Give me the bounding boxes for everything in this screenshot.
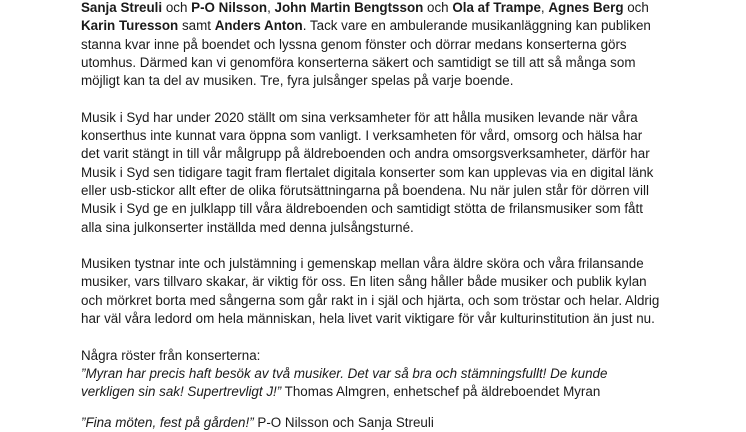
- musicians-paragraph: Sanja Streuli och P-O Nilsson, John Martin Bengtsson och Ola af Trampe, Agnes Berg och Karin Turesson samt Anders Anton. Tack vare en ambulerande musikanläggning kan publiken stanna kvar inne på boendet och lyssna genom fönster och dörrar medans konserterna görs utomhus. Därmed kan vi genomföra konserterna säkert och samtidigt se till att så många som möjligt kan ta del av musiken. Tre, fyra julsånger spelas på varje boende.: [81, 0, 651, 89]
- musician-name: John Martin Bengtsson: [274, 0, 424, 15]
- voices-heading: Några röster från konserterna:: [81, 347, 261, 363]
- document-page: [81, 0, 661, 432]
- musician-name: Ola af Trampe: [452, 0, 541, 15]
- voices-section: [81, 347, 661, 432]
- quote-attribution: Thomas Almgren, enhetschef på äldreboendet Myran: [281, 384, 601, 400]
- musik-i-syd-paragraph: Musik i Syd har under 2020 ställt om sina verksamheter för att hålla musiken levande när våra konserthus inte kunnat vara öppna som vanligt. I verksamheten för vård, omsorg och hälsa har det varit stängt in till vår målgrupp på äldreboenden och andra omsorgsverksamheter, därför har Musik i Syd sen tidigare tagit fram flertalet digitala konserter som kan upplevas via en digital länk eller usb-stickor allt efter de olika förutsättningarna på boendena. Nu när julen står för dörren vill Musik i Syd ge en julklapp till våra äldreboenden och samtidigt stötta de frilansmusiker som fått alla sina julkonserter inställda med denna julsångsturné.: [81, 109, 654, 235]
- musician-name: P-O Nilsson: [191, 0, 268, 15]
- musician-name: Anders Anton: [214, 18, 303, 34]
- quote-text: ”Fina möten, fest på gården!”: [81, 414, 254, 430]
- musician-name: Karin Turesson: [81, 18, 179, 34]
- quote-text: ”Myran har precis haft besök av två musiker. Det var så bra och stämningsfullt! De kunde verkligen sin sak! Supertrevligt J!”: [81, 365, 608, 400]
- quote-attribution: P-O Nilsson och Sanja Streuli: [253, 414, 434, 430]
- julstamning-paragraph: Musiken tystnar inte och julstämning i gemenskap mellan våra äldre sköra och våra frilansande musiker, vars tillvaro skakar, är viktig för oss. En liten sång håller både musiker och publik kylan och mörkret borta med sångerna som går rakt in i själ och hjärta, och som tröstar och helar. Aldrig har väl våra ledord om hela människan, hela livet varit viktigare för vår kulturinstitution än just nu.: [81, 256, 660, 327]
- quote-block: [81, 365, 661, 402]
- quote-block: [81, 414, 661, 432]
- musician-name: Sanja Streuli: [81, 0, 163, 15]
- musicians-paragraph-text: . Tack vare en ambulerande musikanläggning kan publiken stanna kvar inne på boendet och lyssna genom fönster och dörrar medans konserterna görs utomhus. Därmed kan vi genomföra konserterna säkert och samtidigt se till att så många som möjligt kan ta del av musiken. Tre, fyra julsånger spelas på varje boende.: [81, 18, 651, 89]
- musician-name: Agnes Berg: [548, 0, 624, 15]
